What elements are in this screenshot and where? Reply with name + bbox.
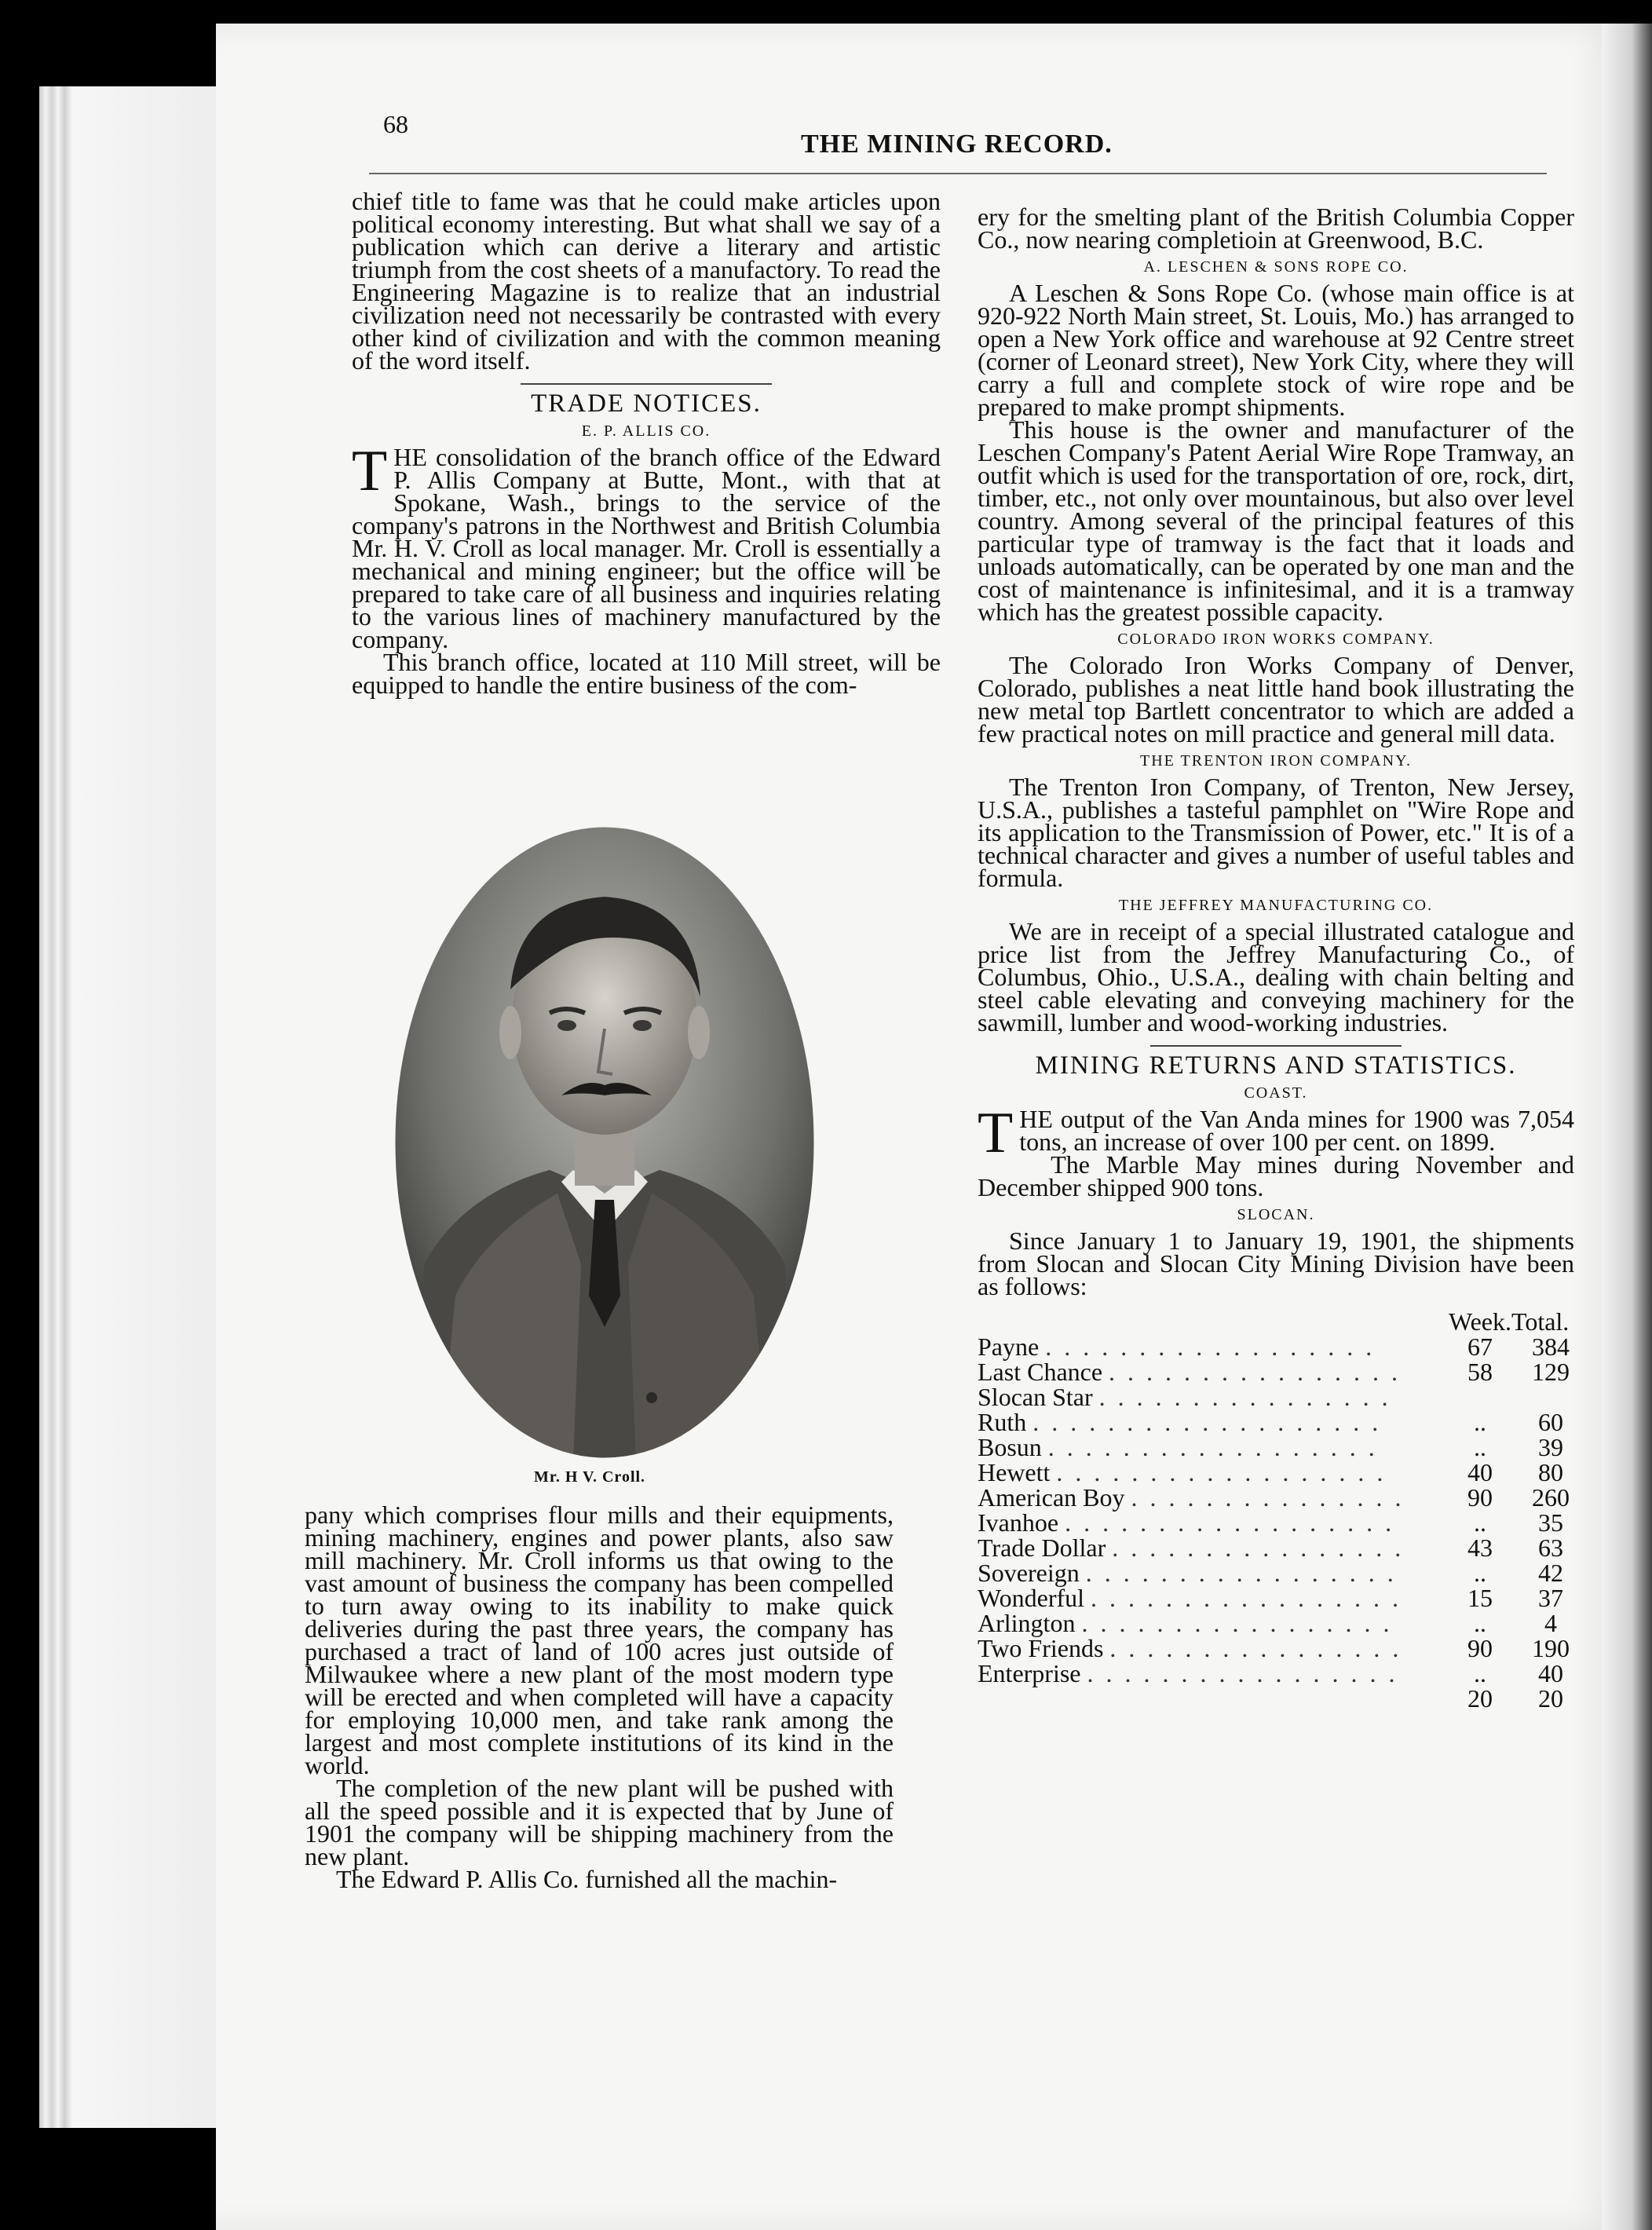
- left-column-bottom: [305, 1501, 894, 1893]
- section-divider: [521, 383, 772, 385]
- week-value: ..: [1473, 1609, 1486, 1637]
- mine-name: Slocan Star: [978, 1383, 1093, 1411]
- table-row: [978, 1636, 1590, 1661]
- week-value: 58: [1467, 1358, 1493, 1386]
- left-column-top: [352, 187, 941, 699]
- week-value: 40: [1467, 1458, 1493, 1486]
- table-row: [978, 1510, 1590, 1535]
- total-value: 384: [1532, 1333, 1570, 1361]
- leader-dots: . . . . . . . . . . . . . . . . .: [1081, 1609, 1393, 1637]
- total-value: 37: [1538, 1584, 1563, 1612]
- mine-name-cell: [978, 1460, 1449, 1485]
- mine-name-cell: [978, 1585, 1449, 1610]
- leader-dots: . . . . . . . . . . . . . . . . .: [1087, 1659, 1398, 1687]
- returns-divider: [1150, 1045, 1402, 1047]
- slocan-paragraph: Since January 1 to January 19, 1901, the shipments from Slocan and Slocan City Mining Division have been as follows:: [978, 1226, 1574, 1300]
- total-value: 63: [1538, 1534, 1563, 1562]
- portrait-illustration: [393, 824, 817, 1460]
- mine-name: Trade Dollar: [978, 1534, 1106, 1562]
- table-header-mine: [978, 1309, 1449, 1334]
- leader-dots: . . . . . . . . . . . . . . . .: [1098, 1383, 1391, 1411]
- leader-dots: . . . . . . . . . . . . . . . . . .: [1047, 1433, 1378, 1461]
- page-right-edge: [1602, 24, 1652, 2230]
- jeffrey-paragraph: We are in receipt of a special illustrated catalogue and price list from the Jeffrey Manufacturing Co., of Columbus, Ohio., U.S.A., dealing with chain belting and steel cable elevating and conveying machinery for the sawmill, lumber and wood-working industries.: [978, 917, 1574, 1036]
- mine-name-cell: [978, 1485, 1449, 1510]
- mine-name-cell: [978, 1409, 1449, 1435]
- leader-dots: . . . . . . . . . . . . . . . .: [1109, 1634, 1402, 1662]
- table-header-row: [978, 1309, 1590, 1334]
- mine-name: Ruth: [978, 1408, 1027, 1436]
- table-row: [978, 1460, 1590, 1485]
- total-value: 190: [1532, 1634, 1570, 1662]
- total-value: [1511, 1384, 1590, 1409]
- week-value: ..: [1473, 1433, 1486, 1461]
- week-value: ..: [1473, 1508, 1486, 1537]
- week-value: 90: [1467, 1634, 1493, 1662]
- section-title: TRADE NOTICES.: [531, 389, 762, 418]
- total-value: 129: [1532, 1358, 1570, 1386]
- leader-dots: . . . . . . . . . . . . . . . . .: [1085, 1559, 1397, 1587]
- leader-dots: . . . . . . . . . . . . . . . . . .: [1056, 1458, 1387, 1486]
- total-value: 42: [1538, 1559, 1563, 1587]
- week-value: [1449, 1384, 1511, 1409]
- right-column: [978, 203, 1574, 1713]
- table-row: [978, 1409, 1590, 1435]
- total-value: 260: [1532, 1483, 1570, 1512]
- mine-name: Sovereign: [978, 1559, 1080, 1587]
- leader-dots: . . . . . . . . . . . . . . . . . .: [1065, 1508, 1395, 1537]
- coast-heading: COAST.: [1244, 1084, 1308, 1102]
- returns-title: MINING RETURNS AND STATISTICS.: [1035, 1051, 1517, 1080]
- mine-name: Wonderful: [978, 1584, 1085, 1612]
- mine-name: American Boy: [978, 1483, 1125, 1512]
- leschen-paragraph-1: A Leschen & Sons Rope Co. (whose main office is at 920-922 North Main street, St. Louis, Mo.) has arranged to open a New York office and warehouse at 92 Centre street (corner of Leonard street), New York City, where they will carry a full and complete stock of wire rope and be prepared to make prompt shipments.: [978, 279, 1574, 421]
- continued-paragraph-1: pany which comprises flour mills and their equipments, mining machinery, engines and power plants, also saw mill machinery. Mr. Croll informs us that owing to the vast amount of business the company has been compelled to turn away owing to its inability to make quick deliveries during the past three years, the company has purchased a tract of land of 100 acres just outside of Milwaukee where a new plant of the most modern type will be erected and when completed will have a capacity for employing 10,000 men, and take rank among the largest and most complete institutions of its kind in the world.: [305, 1501, 894, 1779]
- allis-paragraph-2: This branch office, located at 110 Mill street, will be equipped to handle the entire business of the com-: [352, 648, 941, 699]
- mine-name-cell: [978, 1359, 1449, 1384]
- colorado-heading: COLORADO IRON WORKS COMPANY.: [1117, 631, 1435, 648]
- mine-name-cell: [978, 1435, 1449, 1460]
- table-row: [978, 1485, 1590, 1510]
- leader-dots: . . . . . . . . . . . . . . . .: [1112, 1534, 1405, 1562]
- total-value: 4: [1544, 1609, 1557, 1637]
- week-value: ..: [1473, 1408, 1486, 1436]
- table-row: [978, 1585, 1590, 1610]
- colorado-paragraph: The Colorado Iron Works Company of Denver, Colorado, publishes a neat little hand book illustrating the new metal top Bartlett concentrator to which are added a few practical notes on mill practice and general mill data.: [978, 651, 1574, 748]
- coast-paragraph-2: The Marble May mines during November and December shipped 900 tons.: [978, 1150, 1574, 1201]
- mine-name-cell: [978, 1661, 1449, 1686]
- leader-dots: . . . . . . . . . . . . . . . . . . .: [1032, 1408, 1382, 1436]
- trenton-heading: THE TRENTON IRON COMPANY.: [1140, 752, 1412, 770]
- table-row: [978, 1359, 1590, 1384]
- leschen-paragraph-2: This house is the owner and manufacturer of the Leschen Company's Patent Aerial Wire Rope Tramway, an outfit which is used for the transportation of ore, rock, dirt, timber, etc., not only over mountainous, but also over level country. Among several of the principal features of this particular type of tramway is the fact that it loads and unloads automatically, can be operated by one man and the cost of maintenance is infinitesimal, and it is a tramway which has the greatest possible capacity.: [978, 415, 1574, 626]
- week-value: 67: [1467, 1333, 1493, 1361]
- mine-name: Last Chance: [978, 1358, 1103, 1386]
- mine-name-cell: [978, 1686, 1449, 1711]
- mine-name-cell: [978, 1636, 1449, 1661]
- table-body: [978, 1334, 1590, 1711]
- table-row: [978, 1560, 1590, 1585]
- header-rule: [369, 173, 1547, 174]
- mine-name-cell: [978, 1334, 1449, 1359]
- table-row: [978, 1384, 1590, 1409]
- leschen-heading: A. LESCHEN & SONS ROPE CO.: [1143, 258, 1409, 276]
- allis-paragraph-1: [352, 439, 941, 653]
- total-value: 39: [1538, 1433, 1563, 1461]
- drop-cap: T: [352, 439, 388, 503]
- allis-paragraph-1-text: HE consolidation of the branch office of the Edward P. Allis Company at Butte, Mont., with that at Spokane, Wash., brings to the service of the company's patrons in the Northwest and British Columbia Mr. H. V. Croll as local manager. Mr. Croll is essentially a mechanical and mining engineer; but the office will be prepared to take care of all business and inquiries relating to the various lines of machinery manufactured by the company.: [352, 443, 941, 653]
- coast-paragraph-1-text: HE output of the Van Anda mines for 1900 was 7,054 tons, an increase of over 100 per cent. on 1899.: [1019, 1105, 1574, 1156]
- table-row: [978, 1334, 1590, 1359]
- page-number: 68: [383, 110, 408, 138]
- table-header-week: Week.: [1448, 1307, 1511, 1336]
- week-value: ..: [1473, 1659, 1486, 1687]
- total-value: 35: [1538, 1508, 1563, 1537]
- total-value: 80: [1538, 1458, 1563, 1486]
- total-value: 20: [1538, 1684, 1563, 1713]
- mine-name: Two Friends: [978, 1634, 1104, 1662]
- portrait-photo: [393, 824, 817, 1460]
- leader-dots: . . . . . . . . . . . . . . . .: [1109, 1358, 1402, 1386]
- coast-paragraph-1: [978, 1101, 1574, 1165]
- table-row: [978, 1686, 1590, 1711]
- week-value: ..: [1473, 1559, 1486, 1587]
- intro-paragraph: chief title to fame was that he could make articles upon political economy interesting. But what shall we say of a publication which can derive a literary and artistic triumph from the cost sheets of a manufactory. To read the Engineering Magazine is to realize that an industrial civilization need not necessarily be contrasted with every other kind of civilization and with the common meaning of the word itself.: [352, 187, 941, 375]
- table-row: [978, 1435, 1590, 1460]
- trenton-paragraph: The Trenton Iron Company, of Trenton, New Jersey, U.S.A., publishes a tasteful pamphlet on "Wire Rope and its application to the Transmission of Power, etc." It is of a technical character and gives a number of useful tables and formula.: [978, 773, 1574, 892]
- table-row: [978, 1610, 1590, 1636]
- total-value: 60: [1538, 1408, 1563, 1436]
- week-value: 20: [1467, 1684, 1493, 1713]
- mine-name-cell: [978, 1535, 1449, 1560]
- running-head: THE MINING RECORD.: [801, 130, 1113, 159]
- right-intro-paragraph: ery for the smelting plant of the British Columbia Copper Co., now nearing completioin at Greenwood, B.C.: [978, 203, 1574, 254]
- portrait-caption: Mr. H V. Croll.: [534, 1468, 646, 1486]
- mine-name: Hewett: [978, 1458, 1051, 1486]
- continued-paragraph-3: The Edward P. Allis Co. furnished all the machin-: [336, 1865, 838, 1893]
- table-row: [978, 1661, 1590, 1686]
- week-value: 43: [1467, 1534, 1493, 1562]
- drop-cap: T: [978, 1101, 1014, 1165]
- jeffrey-heading: THE JEFFREY MANUFACTURING CO.: [1118, 897, 1434, 914]
- leader-dots: . . . . . . . . . . . . . . .: [1131, 1483, 1405, 1512]
- mine-name-cell: [978, 1560, 1449, 1585]
- week-value: 90: [1467, 1483, 1493, 1512]
- mine-name: Arlington: [978, 1609, 1076, 1637]
- mine-name: Payne: [978, 1333, 1040, 1361]
- mine-name: Enterprise: [978, 1659, 1081, 1687]
- continued-paragraph-2: The completion of the new plant will be pushed with all the speed possible and it is expected that by June of 1901 the company will be shipping machinery from the new plant.: [305, 1774, 894, 1870]
- mine-name: Ivanhoe: [978, 1508, 1059, 1537]
- leader-dots: . . . . . . . . . . . . . . . . .: [1091, 1584, 1402, 1612]
- leader-dots: . . . . . . . . . . . . . . . . . .: [1045, 1333, 1376, 1361]
- mine-name-cell: [978, 1610, 1449, 1636]
- week-value: 15: [1467, 1584, 1493, 1612]
- slocan-heading: SLOCAN.: [1237, 1206, 1315, 1223]
- subsection-heading: E. P. ALLIS CO.: [581, 422, 711, 440]
- total-value: 40: [1538, 1659, 1563, 1687]
- mine-name-cell: [978, 1510, 1449, 1535]
- mine-name-cell: [978, 1384, 1449, 1409]
- mine-name: Bosun: [978, 1433, 1042, 1461]
- table-row: [978, 1535, 1590, 1560]
- shipments-table: [978, 1309, 1590, 1711]
- table-header-total: Total.: [1511, 1307, 1570, 1336]
